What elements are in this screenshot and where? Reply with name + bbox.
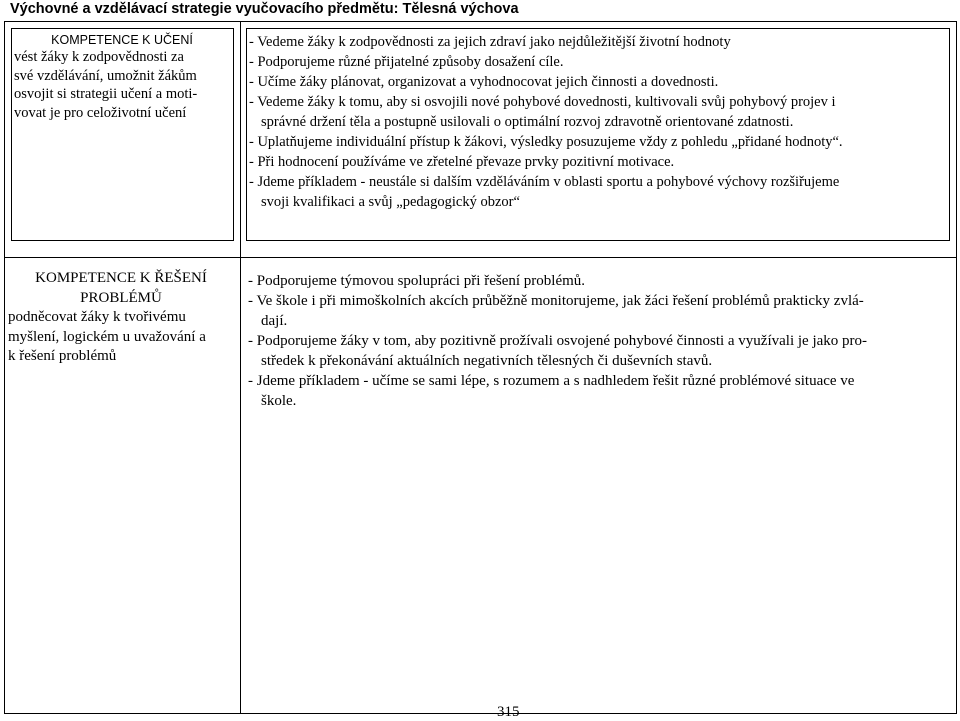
competence-learning-line: své vzdělávání, umožnit žákům <box>14 67 197 84</box>
cell-box-right-bottom <box>246 240 950 241</box>
learning-strategies-cell <box>249 32 843 212</box>
competence-learning-line: vovat je pro celoživotní učení <box>14 104 187 121</box>
competence-problem-solving-heading: PROBLÉMŮ <box>80 289 162 306</box>
table-border-left <box>4 21 5 714</box>
strategy-line: středek k překonávání aktuálních negativních tělesných či duševních stavů. <box>261 353 713 369</box>
competence-problem-solving-line: k řešení problémů <box>8 348 117 364</box>
strategy-line: - Jdeme příkladem - neustále si dalším vzděláváním v oblasti sportu a pohybové výchovy rozšiřujeme <box>249 174 840 190</box>
cell-box-left-bottom <box>11 240 234 241</box>
page-title: Výchovné a vzdělávací strategie vyučovacího předmětu: Tělesná výchova <box>10 1 519 17</box>
cell-box-right-top <box>246 28 950 29</box>
strategy-line: svoji kvalifikaci a svůj „pedagogický obzor“ <box>261 194 520 210</box>
strategy-line: - Při hodnocení používáme ve zřetelné převaze prvky pozitivní motivace. <box>249 154 675 170</box>
table-border-right <box>956 21 957 714</box>
strategy-line: škole. <box>261 393 297 409</box>
cell-box-left-top <box>11 28 234 29</box>
column-divider <box>240 21 241 714</box>
strategy-line: - Podporujeme různé přijatelné způsoby dosažení cíle. <box>249 54 564 70</box>
competence-problem-solving-line: myšlení, logickém u uvažování a <box>8 328 206 345</box>
row-divider <box>4 257 957 258</box>
competence-learning-line: osvojit si strategii učení a moti- <box>14 86 198 102</box>
strategy-line: - Podporujeme týmovou spolupráci při řešení problémů. <box>248 273 586 289</box>
problem-solving-strategies-cell <box>248 271 867 411</box>
strategy-line: - Uplatňujeme individuální přístup k žákovi, výsledky posuzujeme vždy z pohledu „přidané hodnoty“. <box>249 134 843 150</box>
competence-problem-solving-line: podněcovat žáky k tvořivému <box>8 309 186 325</box>
page-number: 315 <box>497 704 520 720</box>
table-border-top <box>4 21 957 22</box>
competence-problem-solving-cell <box>8 269 234 367</box>
strategy-line: - Učíme žáky plánovat, organizovat a vyhodnocovat jejich činnosti a dovednosti. <box>249 74 719 90</box>
table-border-bottom <box>4 713 957 714</box>
strategy-line: správné držení těla a postupně usilovali o optimální rozvoj zdravotně orientované zdatnosti. <box>261 114 794 130</box>
strategy-line: dají. <box>261 313 288 329</box>
competence-learning-line: vést žáky k zodpovědnosti za <box>14 49 184 65</box>
strategy-line: - Podporujeme žáky v tom, aby pozitivně prožívali osvojené pohybové činnosti a využívali je jako pro- <box>248 333 868 349</box>
strategy-line: - Jdeme příkladem - učíme se sami lépe, s rozumem a s nadhledem řešit různé problémové situace ve <box>248 373 855 389</box>
strategy-line: - Ve škole i při mimoškolních akcích průběžně monitorujeme, jak žáci řešení problémů prakticky zvlá- <box>248 293 864 309</box>
strategy-line: - Vedeme žáky k tomu, aby si osvojili nové pohybové dovednosti, kultivovali svůj pohybový projev i <box>249 94 836 110</box>
strategy-line: - Vedeme žáky k zodpovědnosti za jejich zdraví jako nejdůležitější životní hodnoty <box>249 34 731 50</box>
cell-box-left-left <box>11 28 12 241</box>
cell-box-right-right <box>949 28 950 241</box>
competence-learning-heading: KOMPETENCE K UČENÍ <box>51 33 193 47</box>
competence-problem-solving-heading: KOMPETENCE K ŘEŠENÍ <box>35 270 207 286</box>
cell-box-left-right <box>233 28 234 241</box>
cell-box-right-left <box>246 28 247 241</box>
competence-learning-cell <box>14 33 230 122</box>
